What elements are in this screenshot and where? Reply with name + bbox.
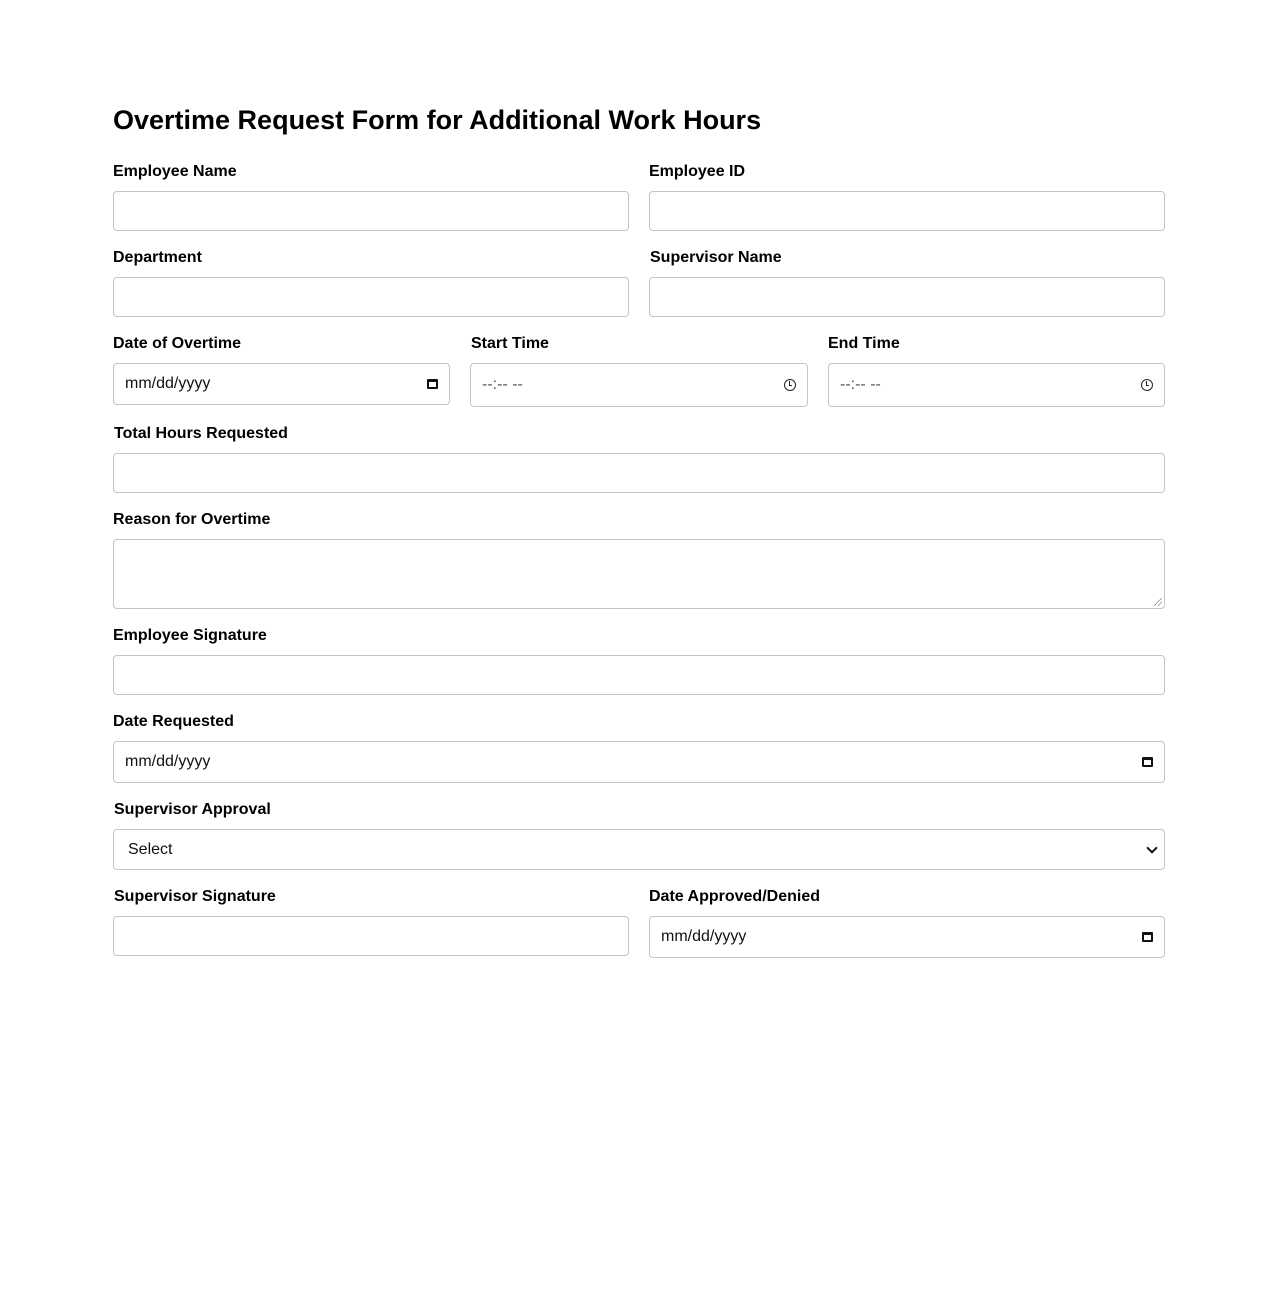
end-time-label: End Time bbox=[828, 335, 900, 352]
end-time-input[interactable] bbox=[828, 363, 1165, 407]
time-placeholder: --:-- -- bbox=[840, 376, 881, 393]
page-title: Overtime Request Form for Additional Work Hours bbox=[113, 105, 762, 135]
date-placeholder: mm/dd/yyyy bbox=[125, 375, 211, 392]
date-placeholder: mm/dd/yyyy bbox=[125, 753, 211, 770]
calendar-icon[interactable] bbox=[1142, 757, 1153, 767]
date-of-overtime-label: Date of Overtime bbox=[113, 335, 242, 352]
date-placeholder: mm/dd/yyyy bbox=[661, 928, 747, 945]
supervisor-approval-select[interactable] bbox=[113, 829, 1165, 870]
employee-name-input[interactable] bbox=[113, 191, 629, 231]
select-value: Select bbox=[128, 840, 173, 858]
supervisor-name-label: Supervisor Name bbox=[650, 249, 782, 266]
date-requested-input[interactable] bbox=[113, 741, 1165, 783]
clock-icon[interactable] bbox=[1141, 379, 1153, 391]
calendar-icon[interactable] bbox=[1142, 932, 1153, 942]
supervisor-name-input[interactable] bbox=[649, 277, 1165, 317]
total-hours-input[interactable] bbox=[113, 453, 1165, 493]
employee-name-label: Employee Name bbox=[113, 163, 237, 180]
calendar-icon[interactable] bbox=[427, 379, 438, 389]
employee-signature-label: Employee Signature bbox=[113, 627, 267, 644]
time-placeholder: --:-- -- bbox=[482, 376, 523, 393]
reason-textarea[interactable] bbox=[113, 539, 1165, 609]
date-approved-input[interactable] bbox=[649, 916, 1165, 958]
total-hours-label: Total Hours Requested bbox=[114, 425, 288, 442]
employee-id-label: Employee ID bbox=[649, 163, 746, 180]
resize-handle-icon[interactable] bbox=[1154, 598, 1162, 606]
supervisor-approval-label: Supervisor Approval bbox=[114, 801, 271, 818]
date-of-overtime-input[interactable] bbox=[113, 363, 450, 405]
date-approved-label: Date Approved/Denied bbox=[649, 888, 820, 905]
employee-id-input[interactable] bbox=[649, 191, 1165, 231]
date-requested-label: Date Requested bbox=[113, 713, 234, 730]
department-input[interactable] bbox=[113, 277, 629, 317]
reason-label: Reason for Overtime bbox=[113, 511, 271, 528]
supervisor-signature-label: Supervisor Signature bbox=[114, 888, 276, 905]
employee-signature-input[interactable] bbox=[113, 655, 1165, 695]
department-label: Department bbox=[113, 249, 202, 266]
chevron-down-icon bbox=[1146, 842, 1157, 853]
clock-icon[interactable] bbox=[784, 379, 796, 391]
supervisor-signature-input[interactable] bbox=[113, 916, 629, 956]
start-time-input[interactable] bbox=[470, 363, 808, 407]
start-time-label: Start Time bbox=[471, 335, 549, 352]
